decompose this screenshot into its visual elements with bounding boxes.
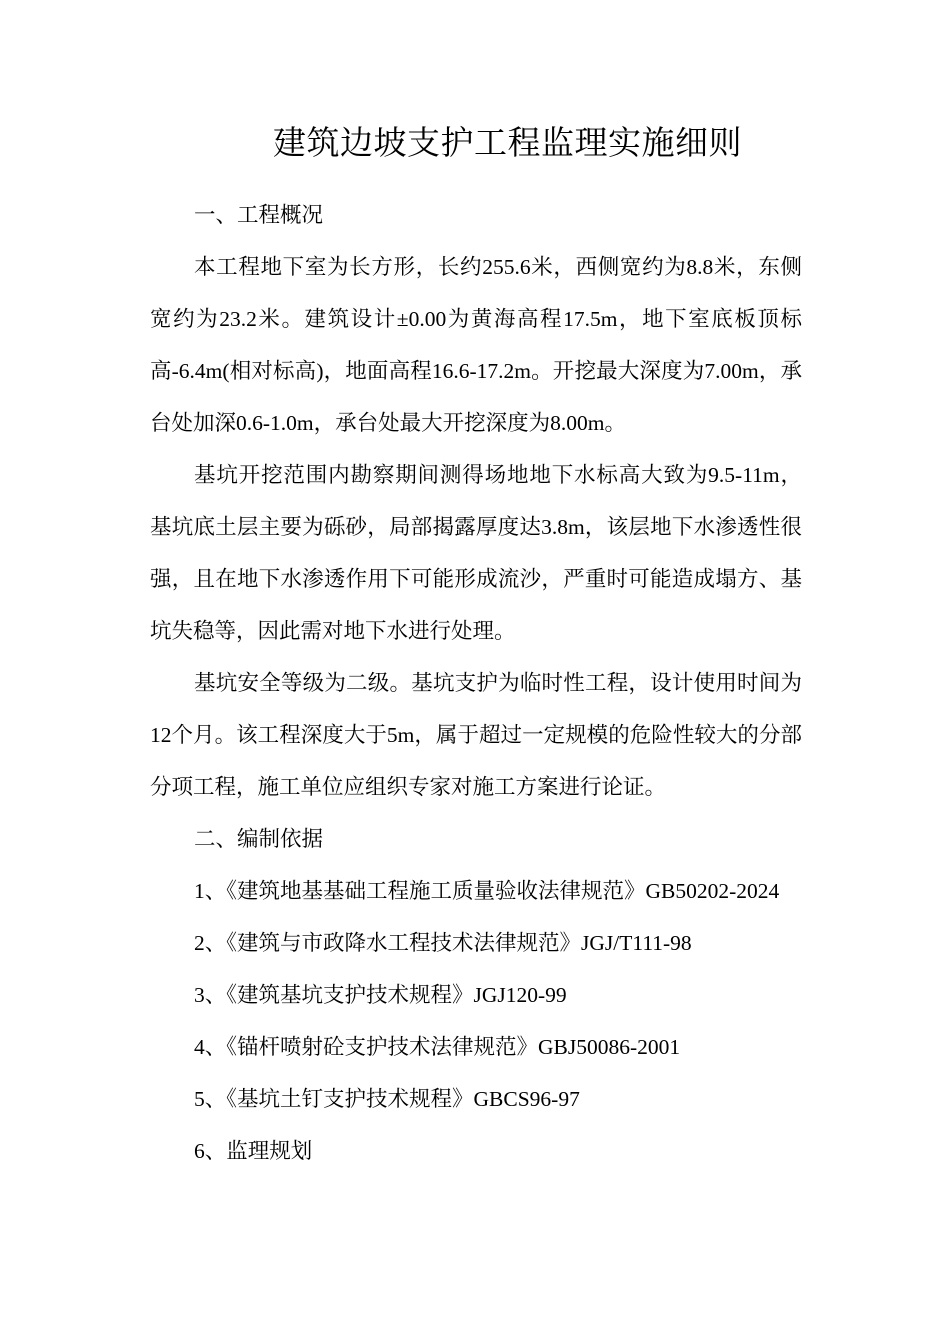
basis-item: 5、《基坑土钉支护技术规程》GBCS96-97 — [194, 1087, 580, 1111]
basis-item: 1、《建筑地基基础工程施工质量验收法律规范》GB50202-2024 — [194, 879, 780, 903]
section-heading-basis: 二、编制依据 — [194, 827, 324, 851]
paragraph-overview-2: 基坑开挖范围内勘察期间测得场地地下水标高大致为9.5-11m，基坑底土层主要为砾砂，局部揭露厚度达3.8m，该层地下水渗透性很强，且在地下水渗透作用下可能形成流沙，严重时可能造成塌方、基坑失稳等，因此需对地下水进行处理。 — [150, 463, 802, 643]
basis-item: 4、《锚杆喷射砼支护技术法律规范》GBJ50086-2001 — [194, 1035, 681, 1059]
section-heading-overview: 一、工程概况 — [194, 203, 324, 227]
basis-item: 3、《建筑基坑支护技术规程》JGJ120-99 — [194, 983, 567, 1007]
paragraph-overview-1: 本工程地下室为长方形，长约255.6米，西侧宽约为8.8米，东侧宽约为23.2米。建筑设计±0.00为黄海高程17.5m，地下室底板顶标高-6.4m(相对标高)，地面高程16.6-17.2m。开挖最大深度为7.00m，承台处加深0.6-1.0m，承台处最大开挖深度为8.00m。 — [150, 255, 802, 435]
document-title: 建筑边坡支护工程监理实施细则 — [273, 126, 742, 162]
basis-item: 2、《建筑与市政降水工程技术法律规范》JGJ/T111-98 — [194, 931, 692, 955]
basis-item: 6、监理规划 — [194, 1139, 313, 1163]
paragraph-overview-3: 基坑安全等级为二级。基坑支护为临时性工程，设计使用时间为12个月。该工程深度大于5m，属于超过一定规模的危险性较大的分部分项工程，施工单位应组织专家对施工方案进行论证。 — [150, 671, 802, 799]
document-body — [150, 189, 802, 1177]
